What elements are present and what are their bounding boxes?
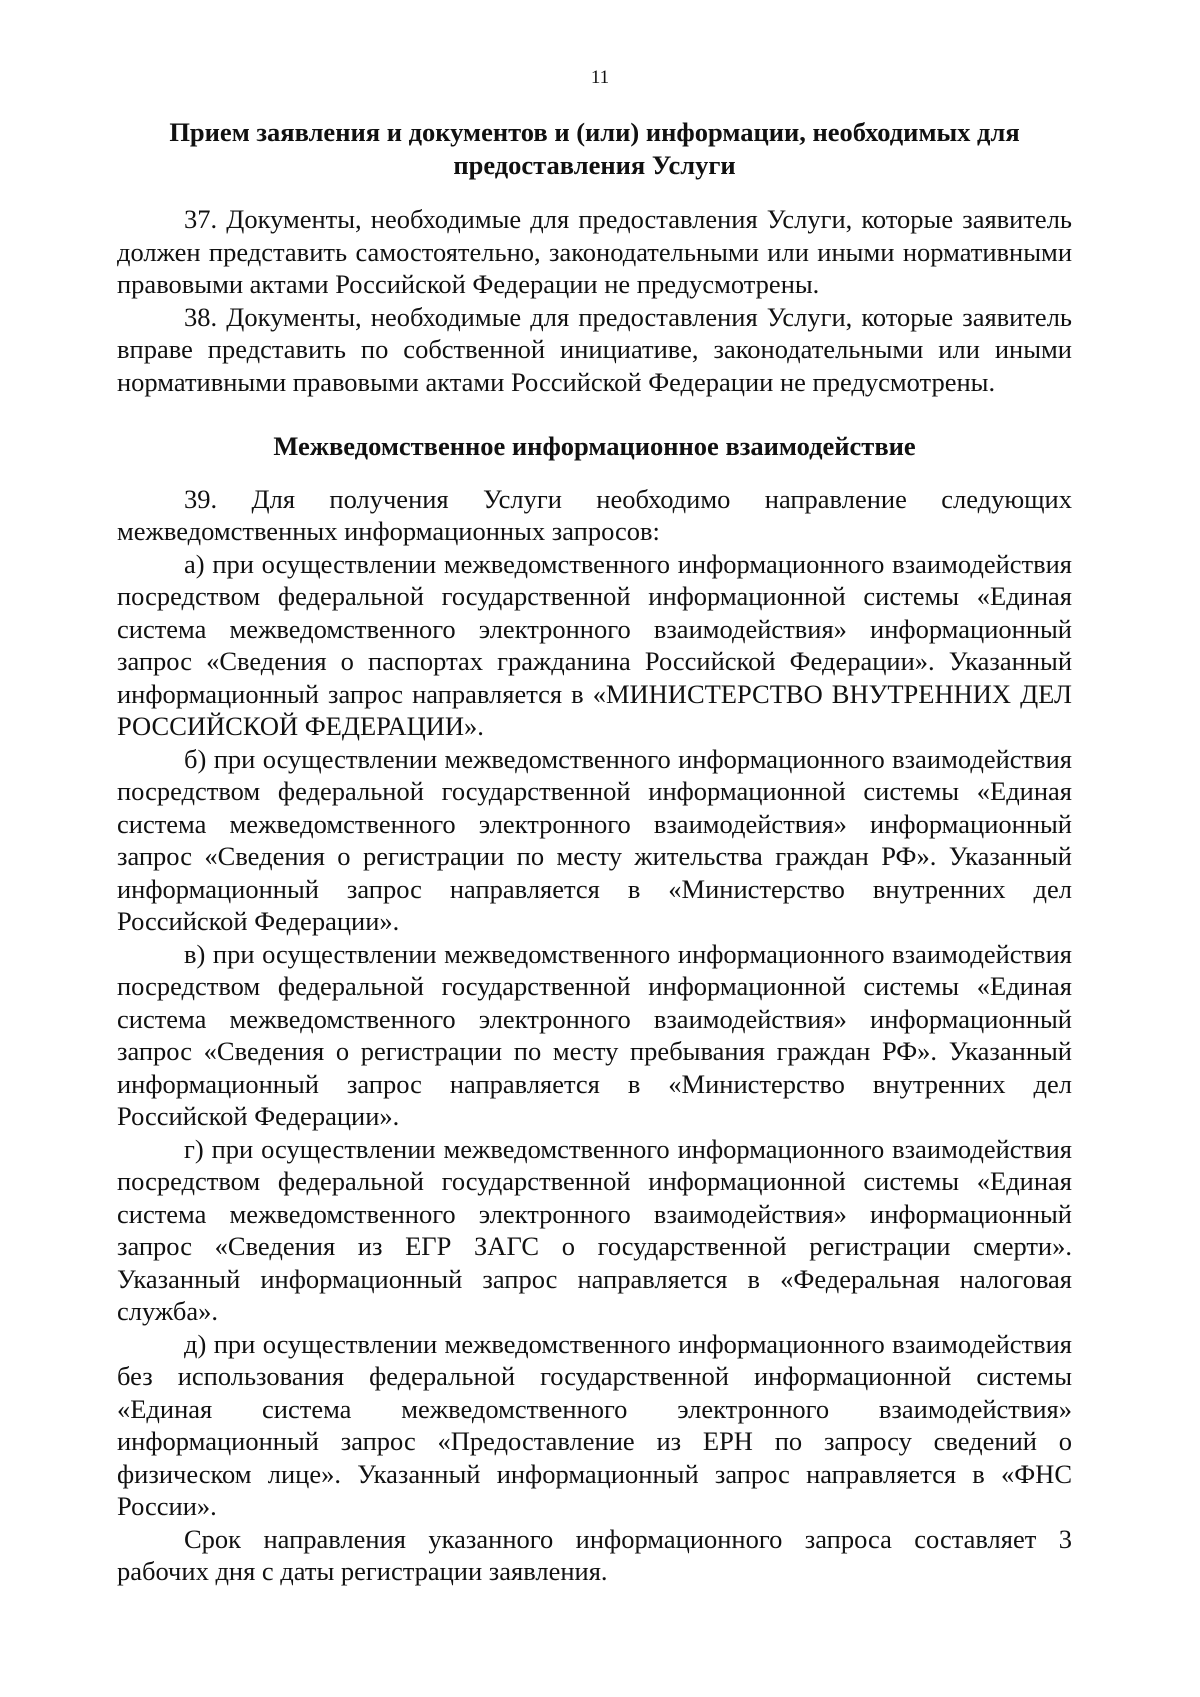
paragraph-39-g: г) при осуществлении межведомственного информационного взаимодействия посредством федеральной государственной информационной системы «Единая система межведомственного электронного взаимодействия» информационный запрос «Сведения из ЕГР ЗАГС о государственной регистрации смерти». Указанный информационный запрос направляется в «Федеральная налоговая служба». bbox=[117, 1133, 1072, 1326]
paragraph-39: 39. Для получения Услуги необходимо направление следующих межведомственных информационных запросов: bbox=[117, 483, 1072, 546]
section-heading-reception bbox=[117, 116, 1072, 181]
paragraph-39-v: в) при осуществлении межведомственного информационного взаимодействия посредством федеральной государственной информационной системы «Единая система межведомственного электронного взаимодействия» информационный запрос «Сведения о регистрации по месту пребывания граждан РФ». Указанный информационный запрос направляется в «Министерство внутренних дел Российской Федерации». bbox=[117, 938, 1072, 1131]
document-body bbox=[117, 116, 1072, 1588]
paragraph-37: 37. Документы, необходимые для предоставления Услуги, которые заявитель должен представить самостоятельно, законодательными или иными нормативными правовыми актами Российской Федерации не предусмотрены. bbox=[117, 204, 1072, 299]
paragraph-38: 38. Документы, необходимые для предоставления Услуги, которые заявитель вправе представить по собственной инициативе, законодательными или иными нормативными правовыми актами Российской Федерации не предусмотрены. bbox=[117, 301, 1072, 397]
section-heading-reception-line2: предоставления Услуги bbox=[453, 149, 736, 180]
paragraph-39-d: д) при осуществлении межведомственного информационного взаимодействия без использования федеральной государственной информационной системы «Единая система межведомственного электронного взаимодействия» информационный запрос «Предоставление из ЕРН по запросу сведений о физическом лице». Указанный информационный запрос направляется в «ФНС России». bbox=[117, 1328, 1072, 1521]
paragraph-39-a: а) при осуществлении межведомственного информационного взаимодействия посредством федеральной государственной информационной системы «Единая система межведомственного электронного взаимодействия» информационный запрос «Сведения о паспортах гражданина Российской Федерации». Указанный информационный запрос направляется в «МИНИСТЕРСТВО ВНУТРЕННИХ ДЕЛ РОССИЙСКОЙ ФЕДЕРАЦИИ». bbox=[117, 548, 1072, 741]
section-heading-interagency: Межведомственное информационное взаимодействие bbox=[273, 431, 916, 461]
page-number: 11 bbox=[590, 67, 610, 88]
paragraph-request-deadline: Срок направления указанного информационного запроса составляет 3 рабочих дня с даты регистрации заявления. bbox=[117, 1523, 1072, 1586]
paragraph-39-b: б) при осуществлении межведомственного информационного взаимодействия посредством федеральной государственной информационной системы «Единая система межведомственного электронного взаимодействия» информационный запрос «Сведения о регистрации по месту жительства граждан РФ». Указанный информационный запрос направляется в «Министерство внутренних дел Российской Федерации». bbox=[117, 743, 1072, 936]
section-heading-reception-line1: Прием заявления и документов и (или) информации, необходимых для bbox=[169, 117, 1020, 147]
